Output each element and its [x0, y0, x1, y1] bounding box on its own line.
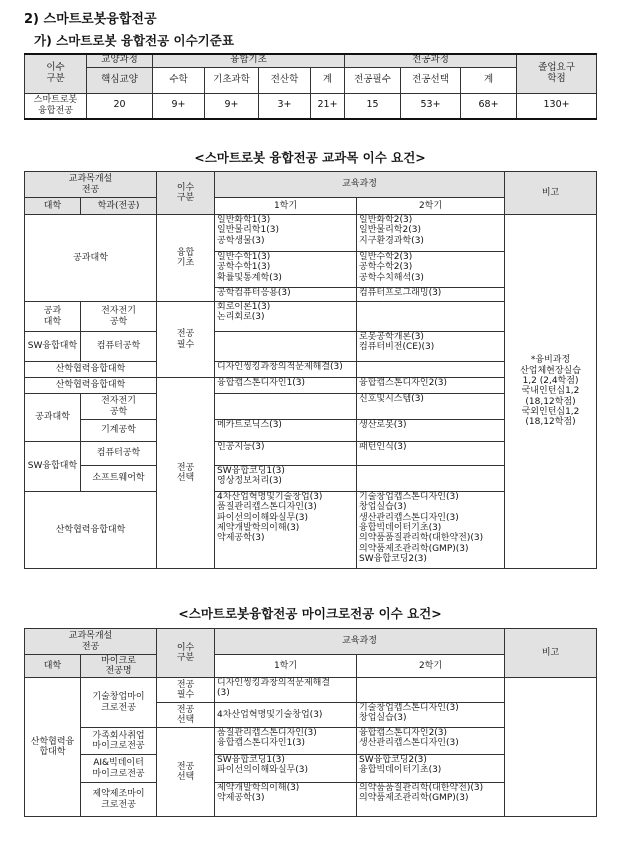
header-core-liberal: 핵심교양: [87, 67, 153, 93]
section-subheading: 가) 스마트로봇 융합전공 이수기준표: [34, 33, 234, 48]
course-cell: 메카트로닉스(3): [215, 420, 357, 442]
row-label: 스마트로봇 융합전공: [25, 93, 87, 119]
college-cell: 산학협력융 합대학: [25, 678, 81, 817]
header-note: 비고: [505, 629, 597, 678]
note-cell: *융비과정 산업체현장실습 1,2 (2,4학점) 국내인턴십1,2 (18,12학점) 국외인턴십1,2 (18,12학점): [505, 215, 597, 569]
header-curriculum: 교육과정: [215, 629, 505, 655]
college-cell: 산학협력융합대학: [25, 362, 157, 378]
college-cell: 공과 대학: [25, 302, 81, 332]
isu-major-elective: 전공 선택: [157, 703, 215, 728]
micro-major-table: [24, 628, 597, 817]
micro-major-name: 제약제조마이 크로전공: [81, 783, 157, 817]
header-semester-2: 2학기: [357, 198, 505, 215]
value-core: 20: [87, 93, 153, 119]
header-isu: 이수 구분: [157, 172, 215, 215]
course-cell: 기술창업캡스톤디자인(3) 창업실습(3): [357, 703, 505, 728]
course-cell: 디자인씽킹과창의적문제해결 (3): [215, 678, 357, 703]
course-cell: 기술창업캡스톤디자인(3) 창업실습(3) 생산관리캡스톤디자인(3) 융합빅데이터기초(3) 의약품품질관리학(대한약전)(3) 의약품제조관리학(GMP)(3) SW융합코딩2(3): [357, 492, 505, 569]
value-math: 9+: [153, 93, 205, 119]
header-open-major: 교과목개설 전공: [25, 629, 157, 655]
course-cell: 융합캡스톤디자인2(3) 생산관리캡스톤디자인(3): [357, 728, 505, 755]
isu-major-required: 전공 필수: [157, 302, 215, 378]
isu-convergence-basic: 융합 기초: [157, 215, 215, 302]
value-sum2: 68+: [461, 93, 517, 119]
header-open-major: 교과목개설 전공: [25, 172, 157, 198]
micro-major-title: <스마트로봇융합전공 마이크로전공 이수 요건>: [178, 606, 442, 621]
college-cell: 산학협력융합대학: [25, 378, 157, 394]
micro-major-name: 기술창업마이 크로전공: [81, 678, 157, 728]
course-cell: 융합캡스톤디자인1(3): [215, 378, 357, 394]
isu-major-elective: 전공 선택: [157, 728, 215, 817]
course-cell: 의약품품질관리학(대한약전)(3) 의약품제조관리학(GMP)(3): [357, 783, 505, 817]
course-cell: SW융합코딩1(3) 영상정보처리(3): [215, 466, 357, 492]
course-cell: 로봇공학개론(3) 컴퓨터비전(CE)(3): [357, 332, 505, 362]
note-cell: [505, 678, 597, 817]
course-cell: 4차산업혁명및기술창업(3): [215, 703, 357, 728]
header-isu: 이수 구분: [157, 629, 215, 678]
micro-major-name: AI&빅데이터 마이크로전공: [81, 755, 157, 783]
header-sum2: 계: [461, 67, 517, 93]
college-cell: SW융합대학: [25, 332, 81, 362]
course-cell: 공학컴퓨터응용(3): [215, 288, 357, 302]
header-curriculum: 교육과정: [215, 172, 505, 198]
college-cell: 산학협력융합대학: [25, 492, 157, 569]
college-engineering: 공과대학: [25, 215, 157, 302]
course-cell: [215, 394, 357, 420]
course-cell: 4차산업혁명및기술창업(3) 품질관리캡스톤디자인(3) 파이선의이해와실무(3) 제약개발학의이해(3) 약제공학(3): [215, 492, 357, 569]
value-basic-science: 9+: [205, 93, 259, 119]
value-total: 130+: [517, 93, 597, 119]
header-major-required: 전공필수: [345, 67, 401, 93]
header-computing: 전산학: [259, 67, 311, 93]
header-micro-major: 마이크로 전공명: [81, 655, 157, 678]
course-requirements-title: <스마트로봇 융합전공 교과목 이수 요건>: [194, 150, 426, 165]
course-cell: 디자인씽킹과창의적문제해결(3): [215, 362, 357, 378]
department-cell: 전자전기 공학: [81, 302, 157, 332]
isu-major-elective: 전공 선택: [157, 378, 215, 569]
credit-requirements-table: [24, 53, 597, 120]
course-cell: 일반수학1(3) 공학수학1(3) 확률및통계학(3): [215, 252, 357, 288]
header-jeongong: 전공과정: [345, 54, 517, 67]
course-cell: 생산로봇(3): [357, 420, 505, 442]
header-semester-1: 1학기: [215, 198, 357, 215]
course-cell: [357, 678, 505, 703]
department-cell: 소프트웨어학: [81, 466, 157, 492]
header-basic-science: 기초과학: [205, 67, 259, 93]
header-college: 대학: [25, 198, 81, 215]
header-isu: 이수 구분: [25, 54, 87, 93]
header-major-elective: 전공선택: [401, 67, 461, 93]
course-cell: [357, 362, 505, 378]
header-college: 대학: [25, 655, 81, 678]
header-yunghap: 융합기초: [153, 54, 345, 67]
course-cell: 컴퓨터프로그래밍(3): [357, 288, 505, 302]
value-major-required: 15: [345, 93, 401, 119]
header-math: 수학: [153, 67, 205, 93]
department-cell: 컴퓨터공학: [81, 332, 157, 362]
header-note: 비고: [505, 172, 597, 215]
course-requirements-table: [24, 171, 597, 569]
value-major-elective: 53+: [401, 93, 461, 119]
course-cell: 일반수학2(3) 공학수학2(3) 공학수치해석(3): [357, 252, 505, 288]
header-sum1: 계: [311, 67, 345, 93]
header-semester-2: 2학기: [357, 655, 505, 678]
header-department: 학과(전공): [81, 198, 157, 215]
course-cell: SW융합코딩1(3) 파이선의이해와실무(3): [215, 755, 357, 783]
micro-major-name: 가족회사취업 마이크로전공: [81, 728, 157, 755]
value-computing: 3+: [259, 93, 311, 119]
isu-major-required: 전공 필수: [157, 678, 215, 703]
header-gyoyang: 교양과정: [87, 54, 153, 67]
course-cell: SW융합코딩2(3) 융합빅데이터기초(3): [357, 755, 505, 783]
course-cell: [357, 302, 505, 332]
course-cell: 신호및시스템(3): [357, 394, 505, 420]
course-cell: 인공지능(3): [215, 442, 357, 466]
course-cell: 일반화학1(3) 일반물리학1(3) 공학생물(3): [215, 215, 357, 252]
course-cell: [215, 332, 357, 362]
course-cell: 제약개발학의이해(3) 약제공학(3): [215, 783, 357, 817]
college-cell: SW융합대학: [25, 442, 81, 492]
department-cell: 컴퓨터공학: [81, 442, 157, 466]
course-cell: [357, 466, 505, 492]
course-cell: 일반화학2(3) 일반물리학2(3) 지구환경과학(3): [357, 215, 505, 252]
header-semester-1: 1학기: [215, 655, 357, 678]
college-cell: 공과대학: [25, 394, 81, 442]
course-cell: 융합캡스톤디자인2(3): [357, 378, 505, 394]
section-heading: 2) 스마트로봇융합전공: [24, 12, 157, 27]
course-cell: 품질관리캡스톤디자인(3) 융합캡스톤디자인1(3): [215, 728, 357, 755]
value-sum1: 21+: [311, 93, 345, 119]
header-graduation: 졸업요구 학점: [517, 54, 597, 93]
course-cell: 회로이론1(3) 논리회로(3): [215, 302, 357, 332]
course-cell: 패턴인식(3): [357, 442, 505, 466]
department-cell: 기계공학: [81, 420, 157, 442]
department-cell: 전자전기 공학: [81, 394, 157, 420]
